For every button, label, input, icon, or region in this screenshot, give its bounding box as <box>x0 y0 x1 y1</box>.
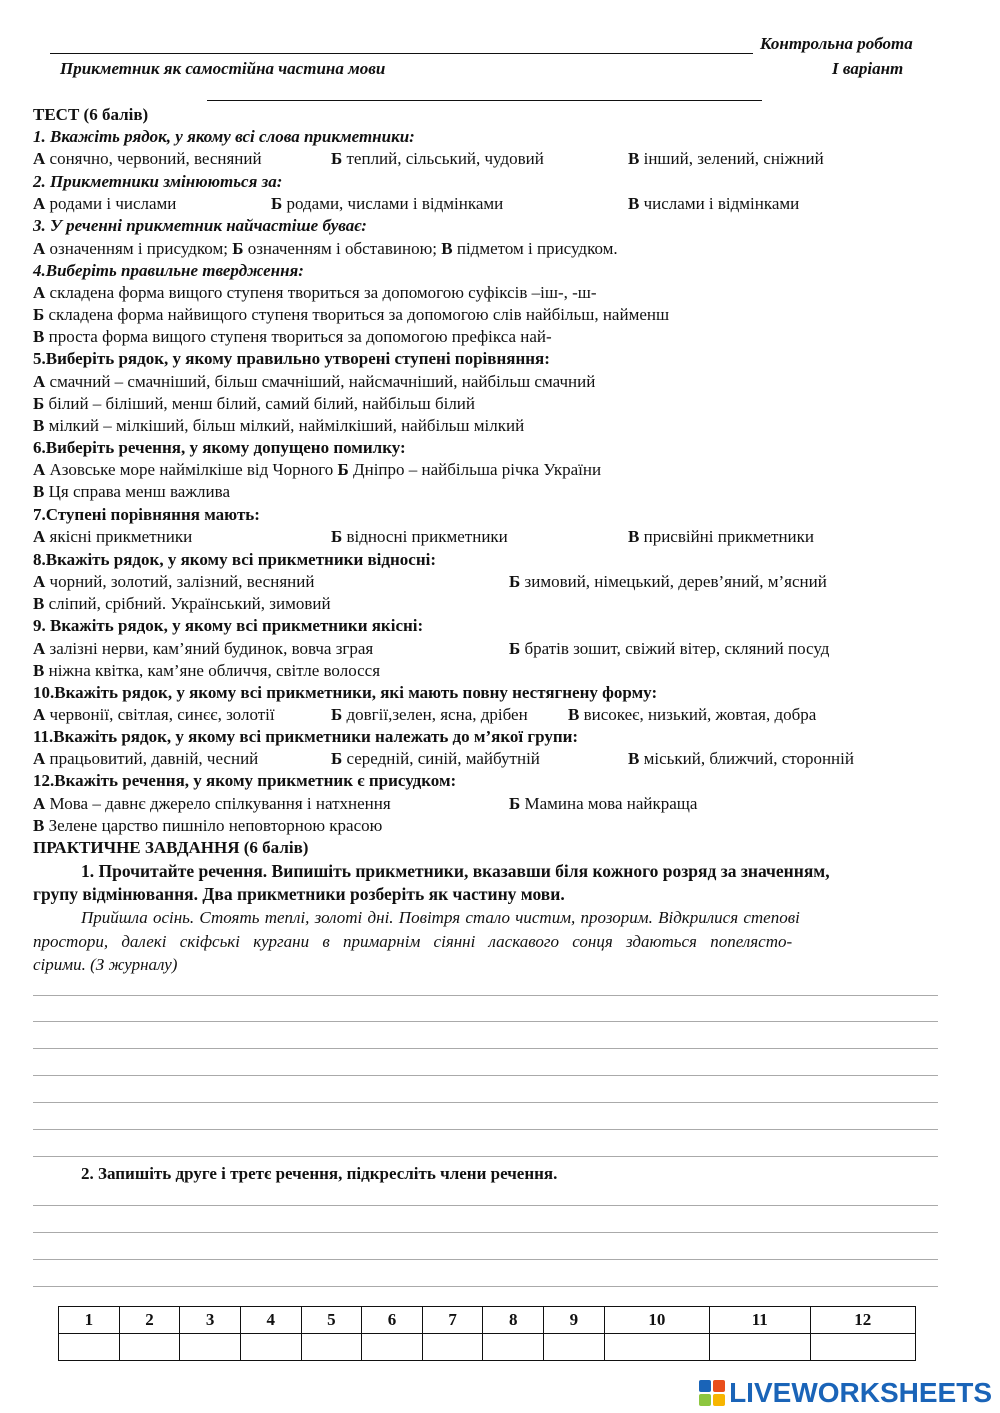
option-5b: Б білий – біліший, менш білий, самий білий, найбільш білий <box>33 394 476 413</box>
option-9a: А залізні нерви, кам’яний будинок, вовча зграя <box>33 639 374 658</box>
option-2c: В числами і відмінками <box>628 194 800 213</box>
answer-cell[interactable] <box>301 1334 362 1361</box>
practical-heading: ПРАКТИЧНЕ ЗАВДАННЯ (6 балів) <box>33 838 309 857</box>
option-5a: А смачний – смачніший, більш смачніший, найсмачніший, найбільш смачний <box>33 372 596 391</box>
question-1: 1. Вкажіть рядок, у якому всі слова прикметники: <box>33 127 415 146</box>
option-8a: А чорний, золотий, залізний, весняний <box>33 572 315 591</box>
answer-cell[interactable] <box>483 1334 544 1361</box>
option-11b: Б середній, синій, майбутній <box>331 749 540 768</box>
writing-line[interactable] <box>33 1205 938 1206</box>
writing-line[interactable] <box>33 1021 938 1022</box>
option-1c: В інший, зелений, сніжний <box>628 149 824 168</box>
option-2b: Б родами, числами і відмінками <box>271 194 504 213</box>
question-3: 3. У реченні прикметник найчастіше буває: <box>33 216 367 235</box>
question-2: 2. Прикметники змінюються за: <box>33 172 283 191</box>
option-4c: В проста форма вищого ступеня твориться за допомогою префікса най- <box>33 327 552 346</box>
option-9b: Б братів зошит, свіжий вітер, скляний посуд <box>509 639 830 658</box>
answer-number: 6 <box>362 1307 423 1334</box>
writing-line[interactable] <box>33 1048 938 1049</box>
answer-cell[interactable] <box>240 1334 301 1361</box>
option-1b: Б теплий, сільський, чудовий <box>331 149 544 168</box>
answer-number: 12 <box>810 1307 915 1334</box>
header-underline <box>207 100 762 101</box>
answer-cell[interactable] <box>710 1334 810 1361</box>
header-blank-line <box>50 53 753 54</box>
option-12c: В Зелене царство пишніло неповторною красою <box>33 816 383 835</box>
option-7a: А якісні прикметники <box>33 527 193 546</box>
answer-number: 4 <box>240 1307 301 1334</box>
question-5: 5.Виберіть рядок, у якому правильно утворені ступені порівняння: <box>33 349 550 368</box>
text-line1: Прийшла осінь. Стоять теплі, золоті дні. Повітря стало чистим, прозорим. Відкрилися степові <box>81 908 800 927</box>
option-10a: А червонії, світлая, синєє, золотії <box>33 705 275 724</box>
option-12b: Б Мамина мова найкраща <box>509 794 698 813</box>
question-4: 4.Виберіть правильне твердження: <box>33 261 304 280</box>
answer-number: 7 <box>422 1307 483 1334</box>
option-4a: А складена форма вищого ступеня твориться за допомогою суфіксів –іш-, -ш- <box>33 283 597 302</box>
answer-cell[interactable] <box>810 1334 915 1361</box>
question-9: 9. Вкажіть рядок, у якому всі прикметники якісні: <box>33 616 424 635</box>
question-8: 8.Вкажіть рядок, у якому всі прикметники відносні: <box>33 550 437 569</box>
writing-line[interactable] <box>33 995 938 996</box>
answer-number: 3 <box>180 1307 241 1334</box>
text-line3: сірими. (З журналу) <box>33 955 178 974</box>
liveworksheets-logo <box>699 1377 992 1409</box>
answer-cell[interactable] <box>544 1334 605 1361</box>
option-10c: В високеє, низький, жовтая, добра <box>568 705 817 724</box>
answer-cell[interactable] <box>422 1334 483 1361</box>
option-8c: В сліпий, срібний. Український, зимовий <box>33 594 331 613</box>
option-4b: Б складена форма найвищого ступеня твориться за допомогою слів найбільш, найменш <box>33 305 670 324</box>
option-12a: А Мова – давнє джерело спілкування і натхнення <box>33 794 391 813</box>
header-topic: Прикметник як самостійна частина мови <box>60 59 386 78</box>
question-11: 11.Вкажіть рядок, у якому всі прикметники належать до м’якої групи: <box>33 727 579 746</box>
option-9c: В ніжна квітка, кам’яне обличчя, світле волосся <box>33 661 381 680</box>
answer-table <box>58 1306 916 1361</box>
answer-number: 5 <box>301 1307 362 1334</box>
option-11c: В міський, ближчий, сторонній <box>628 749 854 768</box>
answer-cell[interactable] <box>180 1334 241 1361</box>
option-8b: Б зимовий, німецький, дерев’яний, м’ясний <box>509 572 827 591</box>
writing-line[interactable] <box>33 1075 938 1076</box>
option-1a: А сонячно, червоний, весняний <box>33 149 262 168</box>
answer-cell[interactable] <box>59 1334 120 1361</box>
option-2a: А родами і числами <box>33 194 177 213</box>
task1-line2: групу відмінювання. Два прикметники розберіть як частину мови. <box>33 884 565 904</box>
option-11a: А працьовитий, давній, чесний <box>33 749 259 768</box>
question-10: 10.Вкажіть рядок, у якому всі прикметники, які мають повну нестягнену форму: <box>33 683 658 702</box>
task1-line1: 1. Прочитайте речення. Випишіть прикметники, вказавши біля кожного розряд за значенням, <box>81 861 830 881</box>
answer-table-input-row <box>59 1334 916 1361</box>
task2: 2. Запишіть друге і третє речення, підкресліть члени речення. <box>81 1164 558 1183</box>
option-5c: В мілкий – мілкіший, більш мілкий, наймілкіший, найбільш мілкий <box>33 416 525 435</box>
writing-line[interactable] <box>33 1156 938 1157</box>
answer-table-header-row <box>59 1307 916 1334</box>
writing-line[interactable] <box>33 1129 938 1130</box>
writing-line[interactable] <box>33 1102 938 1103</box>
header-title: Контрольна робота <box>760 34 913 53</box>
writing-line[interactable] <box>33 1259 938 1260</box>
answer-number: 1 <box>59 1307 120 1334</box>
header-variant: І варіант <box>832 59 904 78</box>
liveworksheets-logo-icon <box>699 1380 725 1406</box>
test-heading: ТЕСТ (6 балів) <box>33 105 149 124</box>
answer-number: 10 <box>604 1307 709 1334</box>
answer-number: 11 <box>710 1307 810 1334</box>
option-7b: Б відносні прикметники <box>331 527 508 546</box>
answer-number: 9 <box>544 1307 605 1334</box>
option-6ab: А Азовське море наймілкіше від Чорного Б Дніпро – найбільша річка України <box>33 460 602 479</box>
liveworksheets-logo-text: LIVEWORKSHEETS <box>729 1377 992 1408</box>
answer-number: 8 <box>483 1307 544 1334</box>
question-7: 7.Ступені порівняння мають: <box>33 505 260 524</box>
option-10b: Б довгії,зелен, ясна, дрібен <box>331 705 528 724</box>
option-6c: В Ця справа менш важлива <box>33 482 230 501</box>
answer-cell[interactable] <box>119 1334 180 1361</box>
answer-cell[interactable] <box>604 1334 709 1361</box>
answer-cell[interactable] <box>362 1334 423 1361</box>
question-6: 6.Виберіть речення, у якому допущено помилку: <box>33 438 406 457</box>
option-7c: В присвійні прикметники <box>628 527 814 546</box>
writing-line[interactable] <box>33 1232 938 1233</box>
answer-number: 2 <box>119 1307 180 1334</box>
question-12: 12.Вкажіть речення, у якому прикметник є присудком: <box>33 771 457 790</box>
text-line2: простори, далекі скіфські кургани в примарнім сіянні ласкавого сонця здаються попелясто- <box>33 932 793 951</box>
option-3-line: А означенням і присудком; Б означенням і обставиною; В підметом і присудком. <box>33 239 618 258</box>
writing-line[interactable] <box>33 1286 938 1287</box>
